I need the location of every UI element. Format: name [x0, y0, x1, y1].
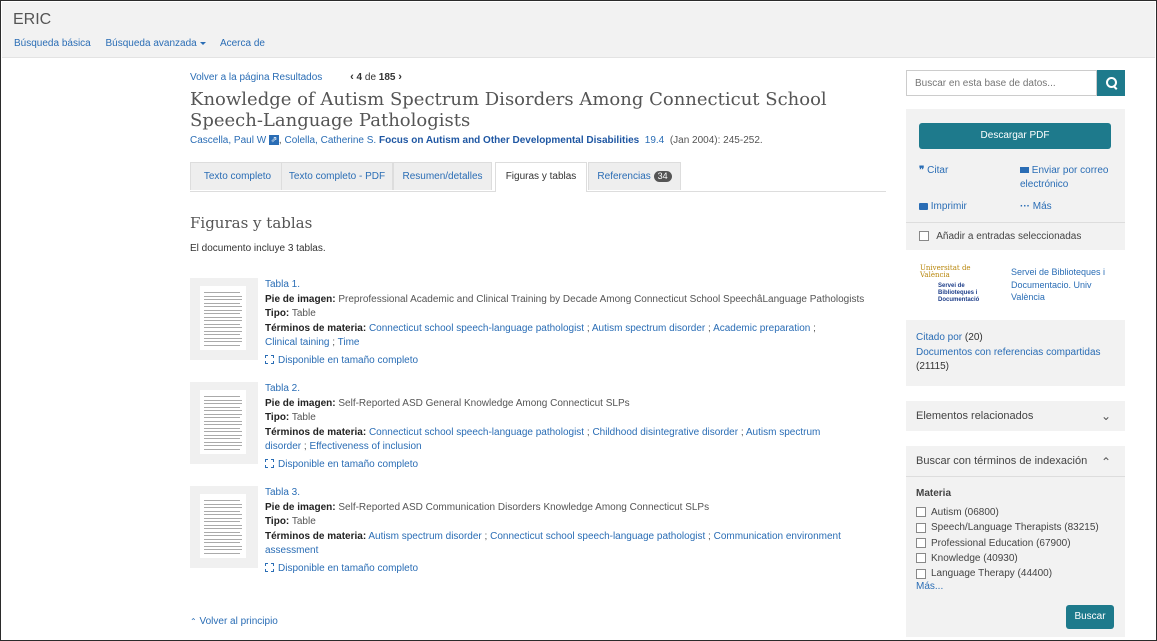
- library-logo-text-2: Servei de Biblioteques i Documentació: [938, 283, 980, 303]
- figure-info: Tabla 3. Pie de imagen: Self-Reported ASD Communication Disorders Knowledge Among Connecticut SLPs Tipo: Table Términos de materia: Autism spectrum disorder ; Connecticut school speech-language pathologist ; Communication environment assessment Disponible en tamaño completo: [265, 486, 865, 576]
- figure-title-link[interactable]: Tabla 2.: [265, 383, 301, 394]
- tab-references-label: Referencias: [597, 171, 651, 182]
- more-label: Más: [1032, 201, 1052, 212]
- materia-list: [916, 505, 1125, 581]
- materia-item[interactable]: [916, 536, 1125, 551]
- cited-by-count: (20): [964, 332, 983, 343]
- table-page-preview: [200, 286, 246, 350]
- full-size-link[interactable]: [265, 562, 865, 577]
- cite-link[interactable]: [919, 164, 948, 178]
- subject-term-link[interactable]: Communication environment assessment: [265, 530, 841, 556]
- journal-link[interactable]: Focus on Autism and Other Developmental Disabilities: [378, 135, 640, 146]
- volume-link[interactable]: 19.4: [644, 135, 665, 146]
- subject-term-link[interactable]: Connecticut school speech-language pathologist: [368, 426, 585, 438]
- orcid-icon[interactable]: ⇗: [270, 135, 278, 145]
- envelope-icon: [1020, 167, 1029, 173]
- caret-down-icon: [200, 42, 206, 45]
- index-terms-toggle[interactable]: [916, 446, 1125, 476]
- chevron-up-icon: ⌃: [1100, 455, 1111, 469]
- figure-type: Table: [291, 516, 316, 527]
- author-link[interactable]: Cascella, Paul W: [190, 135, 267, 146]
- back-to-results-link[interactable]: Volver a la página Resultados: [190, 72, 323, 83]
- print-link[interactable]: [919, 200, 967, 214]
- table-thumbnail[interactable]: [190, 382, 258, 464]
- expand-icon: [265, 459, 274, 468]
- author-link[interactable]: Colella, Catherine S.: [284, 135, 377, 146]
- brand-logo[interactable]: ERIC: [13, 11, 52, 28]
- search-icon-handle: [1113, 85, 1118, 90]
- email-label: Enviar por correo electrónico: [1020, 165, 1109, 190]
- materia-item[interactable]: [916, 551, 1125, 566]
- subject-term-link[interactable]: Clinical taining: [265, 337, 330, 348]
- figure-caption: Preprofessional Academic and Clinical Training by Decade Among Connecticut School SpeechâLanguage Pathologists: [338, 293, 865, 305]
- terms-label: Términos de materia:: [265, 426, 367, 438]
- more-link[interactable]: [1020, 200, 1052, 214]
- pager-of: de: [364, 72, 377, 83]
- materia-checkbox[interactable]: [916, 523, 926, 533]
- citation-line: Cascella, Paul W ⇗ , Colella, Catherine S. Focus on Autism and Other Developmental Disabilities 19.4 (Jan 2004): 245-252.: [190, 135, 763, 146]
- subject-term-link[interactable]: Effectiveness of inclusion: [309, 441, 422, 452]
- chevron-left-icon[interactable]: ‹: [350, 71, 354, 83]
- index-terms-label: Buscar con términos de indexación: [916, 455, 1088, 467]
- tab-references[interactable]: [588, 162, 681, 190]
- figure-info: Tabla 1. Pie de imagen: Preprofessional Academic and Clinical Training by Decade Among Connecticut School SpeechâLanguage Pathologists Tipo: Table Términos de materia: Connecticut school speech-language pathologist ; Autism spectrum disorder ; Academic preparation ; Clinical taining ; Time Disponible en tamaño completo: [265, 278, 865, 368]
- figure-caption: Self-Reported ASD General Knowledge Among Connecticut SLPs: [338, 397, 630, 409]
- table-thumbnail[interactable]: [190, 486, 258, 568]
- library-link[interactable]: Servei de Biblioteques i Documentacio. Univ València: [1011, 267, 1106, 302]
- back-to-top-label: Volver al principio: [199, 616, 278, 627]
- type-label: Tipo:: [265, 308, 290, 319]
- materia-item[interactable]: [916, 505, 1125, 520]
- citations-panel: [906, 320, 1125, 386]
- sidebar: [906, 70, 1125, 622]
- pager-total: 185: [378, 72, 396, 83]
- figures-list: [190, 278, 890, 598]
- figure-title-link[interactable]: Tabla 1.: [265, 279, 301, 290]
- expand-icon: [265, 355, 274, 364]
- add-selected-label: Añadir a entradas seleccionadas: [936, 231, 1082, 242]
- figure-caption: Self-Reported ASD Communication Disorders Knowledge Among Connecticut SLPs: [338, 501, 710, 513]
- pager: [350, 71, 402, 83]
- subject-term-link[interactable]: Autism spectrum disorder: [265, 426, 821, 452]
- subject-term-link[interactable]: Time: [337, 337, 360, 348]
- subject-term-link[interactable]: Connecticut school speech-language pathologist: [490, 530, 706, 542]
- shared-refs-link[interactable]: Documentos con referencias compartidas: [916, 346, 1101, 358]
- section-title: Figuras y tablas: [190, 214, 313, 232]
- full-size-label: Disponible en tamaño completo: [278, 562, 419, 574]
- materia-checkbox[interactable]: [916, 569, 926, 579]
- nav-advanced-search[interactable]: [106, 38, 206, 49]
- top-navbar: [2, 2, 1155, 58]
- tables-count-note: El documento incluye 3 tablas.: [190, 243, 326, 254]
- figure-info: Tabla 2. Pie de imagen: Self-Reported ASD General Knowledge Among Connecticut SLPs Tipo: Table Términos de materia: Connecticut school speech-language pathologist ; Childhood disintegrative disorder ; Autism spectrum disorder ; Effectiveness of inclusion Disponible en tamaño completo: [265, 382, 865, 472]
- shared-refs-count: (21115): [916, 361, 949, 372]
- document-tabs: [190, 162, 886, 192]
- cite-label: Citar: [927, 165, 949, 176]
- document-title: Knowledge of Autism Spectrum Disorders Among Connecticut School Speech-Language Pathologists: [190, 89, 827, 131]
- related-items-label: Elementos relacionados: [916, 410, 1034, 422]
- chevron-right-icon[interactable]: ›: [398, 71, 402, 83]
- figure-type: Table: [291, 412, 316, 423]
- tab-full-text[interactable]: Texto completo: [190, 162, 285, 190]
- type-label: Tipo:: [265, 516, 290, 527]
- table-thumbnail[interactable]: [190, 278, 258, 360]
- buscar-button[interactable]: Buscar: [1066, 605, 1114, 629]
- tab-figures-tables[interactable]: Figuras y tablas: [495, 162, 587, 192]
- nav-basic-search[interactable]: Búsqueda básica: [14, 38, 91, 49]
- table-page-preview: [200, 390, 246, 454]
- more-terms-link[interactable]: Más...: [916, 581, 944, 593]
- related-items-toggle[interactable]: [906, 401, 1125, 431]
- subject-term-link[interactable]: Connecticut school speech-language pathologist: [368, 322, 585, 334]
- record-navigation: [190, 71, 890, 85]
- tab-abstract-details[interactable]: Resumen/detalles: [393, 162, 492, 190]
- arrow-up-icon: ⌃: [190, 617, 197, 626]
- figure-title-link[interactable]: Tabla 3.: [265, 487, 301, 498]
- add-to-selected[interactable]: [919, 230, 1081, 244]
- cited-by-link[interactable]: Citado por: [916, 332, 963, 343]
- caption-label: Pie de imagen:: [265, 293, 336, 305]
- subject-term-link[interactable]: Autism spectrum disorder: [368, 530, 482, 542]
- email-link[interactable]: [1020, 164, 1120, 192]
- nav-about[interactable]: Acerca de: [219, 38, 265, 49]
- subject-term-link[interactable]: Autism spectrum disorder: [591, 322, 706, 334]
- terms-label: Términos de materia:: [265, 322, 367, 334]
- subject-term-link[interactable]: Childhood disintegrative disorder: [592, 426, 739, 438]
- search-button[interactable]: [1097, 70, 1125, 96]
- expand-icon: [265, 563, 274, 572]
- full-size-link[interactable]: [265, 354, 865, 369]
- nav-advanced-search-label: Búsqueda avanzada: [105, 38, 197, 49]
- materia-label: Professional Education (67900): [931, 537, 1071, 549]
- materia-item[interactable]: [916, 520, 1125, 535]
- type-label: Tipo:: [265, 412, 290, 423]
- database-search: [906, 70, 1125, 96]
- subject-term-link[interactable]: Academic preparation: [713, 322, 811, 334]
- materia-checkbox[interactable]: [916, 507, 926, 517]
- library-logo-text-1: Universitat de València: [920, 264, 971, 279]
- download-pdf-button[interactable]: Descargar PDF: [919, 123, 1111, 149]
- full-size-label: Disponible en tamaño completo: [278, 458, 419, 470]
- materia-heading: Materia: [916, 488, 952, 499]
- quote-icon: ❞: [919, 165, 925, 176]
- divider: [906, 222, 1125, 223]
- date-pages: (Jan 2004): 245-252.: [669, 135, 763, 146]
- materia-checkbox[interactable]: [916, 553, 926, 563]
- materia-checkbox[interactable]: [916, 538, 926, 548]
- caption-label: Pie de imagen:: [265, 397, 336, 409]
- main-nav: [14, 38, 277, 49]
- divider: [906, 476, 1125, 477]
- terms-label: Términos de materia:: [265, 530, 367, 542]
- printer-icon: [919, 203, 928, 210]
- materia-item[interactable]: [916, 566, 1125, 581]
- library-logo[interactable]: [920, 265, 1000, 304]
- print-label: Imprimir: [930, 201, 967, 212]
- caption-label: Pie de imagen:: [265, 501, 336, 513]
- materia-label: Autism (06800): [931, 507, 999, 518]
- ellipsis-icon: ···: [1020, 201, 1030, 212]
- materia-label: Language Therapy (44400): [931, 568, 1053, 580]
- materia-label: Speech/Language Therapists (83215): [931, 522, 1099, 534]
- pager-current: 4: [356, 72, 363, 83]
- table-page-preview: [200, 494, 246, 558]
- database-search-input[interactable]: [906, 70, 1097, 96]
- chevron-down-icon: ⌄: [1100, 409, 1111, 423]
- full-size-link[interactable]: [265, 458, 865, 473]
- back-to-top[interactable]: [190, 616, 278, 627]
- figure-type: Table: [291, 308, 316, 319]
- full-size-label: Disponible en tamaño completo: [278, 354, 419, 366]
- references-count-badge: 34: [654, 171, 672, 182]
- materia-label: Knowledge (40930): [931, 552, 1018, 564]
- tab-full-text-pdf[interactable]: Texto completo - PDF: [281, 162, 393, 190]
- add-selected-checkbox[interactable]: [919, 231, 929, 241]
- main-content: [190, 71, 890, 254]
- divider: [906, 250, 1125, 258]
